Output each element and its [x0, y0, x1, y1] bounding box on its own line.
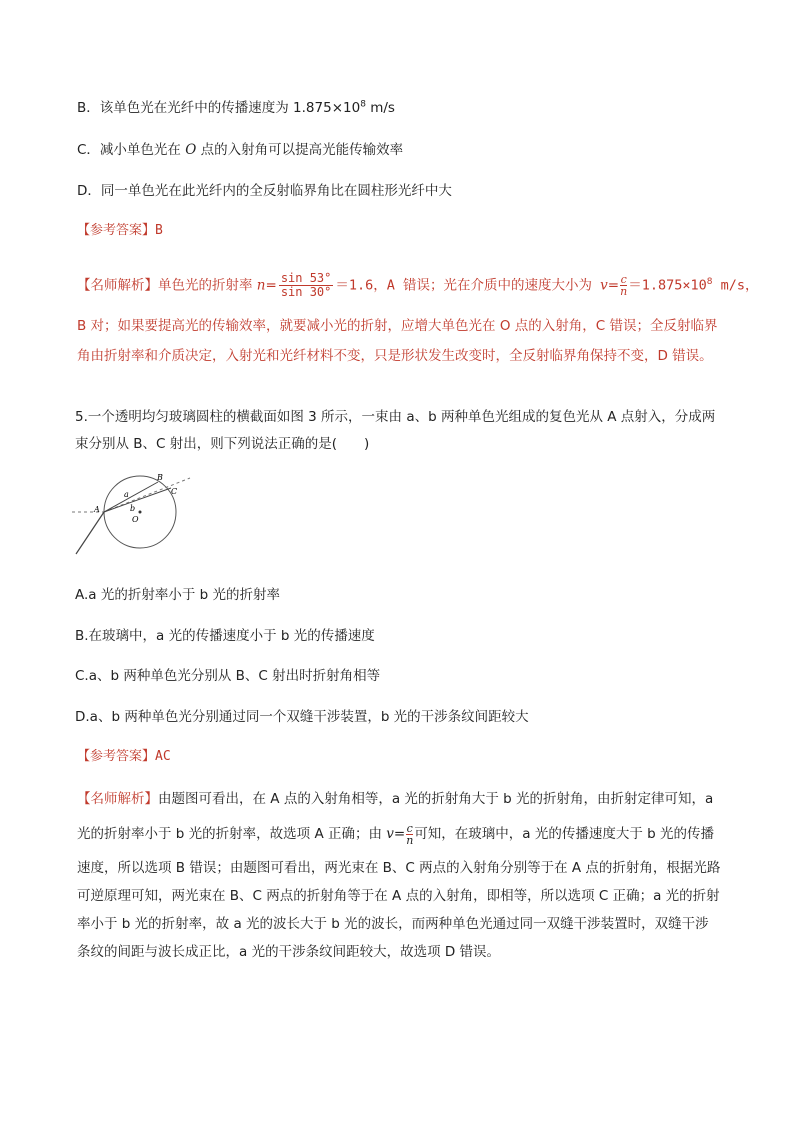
- q5-analysis-line2: 光的折射率小于 b 光的折射率，故选项 A 正确；由 v= $\frac{c}{n}$ 可知，在玻璃中，a 光的传播速度大于 b 光的传播: [77, 821, 715, 847]
- q5-option-d: [75, 705, 529, 725]
- var-n: n: [256, 277, 266, 294]
- q5-analysis-text-3: 速度，所以选项 B 错误；由题图可看出，两光束在 B、C 两点的入射角分别等于在 A 点的折射角，根据光路: [77, 860, 721, 876]
- q5-option-a-text: A.a 光的折射率小于 b 光的折射率: [75, 587, 281, 603]
- q5-analysis-text-5: 率小于 b 光的折射率，故 a 光的波长大于 b 光的波长，而两种单色光通过同一双缝干涉装置时，双缝干涉: [77, 916, 709, 932]
- q5-analysis-text-1: 由题图可看出，在 A 点的入射角相等，a 光的折射角大于 b 光的折射角，由折射定律可知，a: [158, 791, 714, 807]
- label-b: b: [130, 504, 136, 513]
- option-c: [77, 138, 403, 158]
- option-c-text-2: 点的入射角可以提高光能传输效率: [196, 142, 404, 158]
- label-a: a: [124, 490, 129, 499]
- q5-stem-line2: [75, 432, 369, 452]
- q5-analysis-line6: [77, 940, 500, 960]
- glass-cylinder-figure: [70, 468, 200, 560]
- ray-b: [104, 488, 171, 512]
- answer-label-5: 【参考答案】: [77, 749, 156, 764]
- q5-option-c: [75, 664, 380, 684]
- q5-analysis-text-2b: 可知，在玻璃中，a 光的传播速度大于 b 光的传播: [414, 826, 715, 842]
- q5-answer: [77, 745, 171, 764]
- q5-stem-text: 5.一个透明均匀玻璃圆柱的横截面如图 3 所示，一束由 a、b 两种单色光组成的复色光从 A 点射入，分成两: [75, 409, 716, 425]
- speed-unit: m/s，: [712, 277, 759, 294]
- answer-value-5: AC: [155, 749, 171, 764]
- var-n-5: n: [406, 833, 414, 847]
- var-c-5: c: [406, 821, 413, 835]
- label-C: C: [171, 487, 178, 496]
- answer-label: 【参考答案】: [77, 223, 156, 238]
- q5-option-c-text: C.a、b 两种单色光分别从 B、C 射出时折射角相等: [75, 668, 381, 684]
- center-dot: [139, 511, 142, 514]
- sin-denominator: sin 30°: [280, 285, 332, 299]
- analysis-text: 单色光的折射率: [158, 277, 257, 294]
- point-o-label: O: [185, 142, 197, 158]
- analysis-text-line2: B 对；如果要提高光的传输效率，就要减小光的折射，应增大单色光在 O 点的入射角，C 错误；全反射临界: [77, 318, 718, 334]
- analysis-text-line3: 角由折射率和介质决定，入射光和光纤材料不变，只是形状发生改变时，全反射临界角保持不变，D 错误。: [77, 348, 713, 364]
- q5-analysis-line1: [77, 787, 713, 807]
- option-b-text: B．该单色光在光纤中的传播速度为 1.875×10: [77, 100, 361, 116]
- q5-option-b-text: B.在玻璃中，a 光的传播速度小于 b 光的传播速度: [75, 628, 375, 644]
- var-v-5: v: [386, 826, 394, 842]
- label-B: B: [157, 473, 163, 482]
- option-b-unit: m/s: [365, 100, 395, 116]
- q5-analysis-line5: [77, 912, 709, 932]
- speed-exponent: 8: [706, 277, 713, 287]
- label-A: A: [94, 505, 100, 514]
- q5-analysis-line3: [77, 856, 720, 876]
- q5-analysis-text-2a: 光的折射率小于 b 光的折射率，故选项 A 正确；由: [77, 826, 387, 842]
- q4-analysis-line3: [77, 344, 713, 364]
- q5-stem-line1: [75, 405, 715, 425]
- q5-option-a: [75, 583, 280, 603]
- option-c-text: C．减小单色光在: [77, 142, 186, 158]
- analysis-label: 【名师解析】: [77, 277, 158, 294]
- incident-ray: [76, 512, 104, 554]
- analysis-text-2: ＝1.6，A 错误；光在介质中的速度大小为: [335, 277, 601, 294]
- answer-value: B: [155, 223, 163, 238]
- q5-analysis-line4: [77, 884, 720, 904]
- option-d-text: D．同一单色光在此光纤内的全反射临界角比在圆柱形光纤中大: [77, 183, 452, 199]
- q5-option-b: [75, 624, 375, 644]
- q5-analysis-text-6: 条纹的间距与波长成正比，a 光的干涉条纹间距较大，故选项 D 错误。: [77, 944, 501, 960]
- q5-stem-text-2: 束分别从 B、C 射出，则下列说法正确的是( ): [75, 436, 370, 452]
- q4-analysis-line1: 【名师解析】单色光的折射率 n= $\frac{\sin 53^\circ}{\sin 30^\circ}$ ＝1.6，A 错误；光在介质中的速度大小为 v= $\frac{c}{n}$ $=1.875\times 10^8$ m/s，: [77, 271, 759, 299]
- analysis-label-5: 【名师解析】: [77, 791, 158, 807]
- c-over-n-fraction-5: [406, 823, 413, 846]
- q4-answer: [77, 219, 163, 238]
- var-v: v: [600, 277, 608, 294]
- q4-analysis-line2: [77, 314, 717, 334]
- option-d: [77, 179, 452, 199]
- q5-analysis-text-4: 可逆原理可知，两光束在 B、C 两点的折射角等于在 A 点的入射角，即相等，所以选项 C 正确；a 光的折射: [77, 888, 720, 904]
- sin-numerator: sin 53°: [280, 271, 332, 285]
- var-n-den: n: [620, 285, 628, 298]
- option-b: [77, 96, 395, 116]
- equals: =: [265, 277, 277, 294]
- q5-option-d-text: D.a、b 两种单色光分别通过同一个双缝干涉装置，b 光的干涉条纹间距较大: [75, 709, 529, 725]
- option-b-exponent: 8: [360, 99, 366, 110]
- label-O: O: [132, 515, 139, 524]
- sin-fraction: [279, 272, 334, 299]
- var-c: c: [620, 273, 627, 286]
- c-over-n-fraction: [620, 274, 627, 297]
- analysis-speed: ＝1.875×10: [628, 277, 707, 294]
